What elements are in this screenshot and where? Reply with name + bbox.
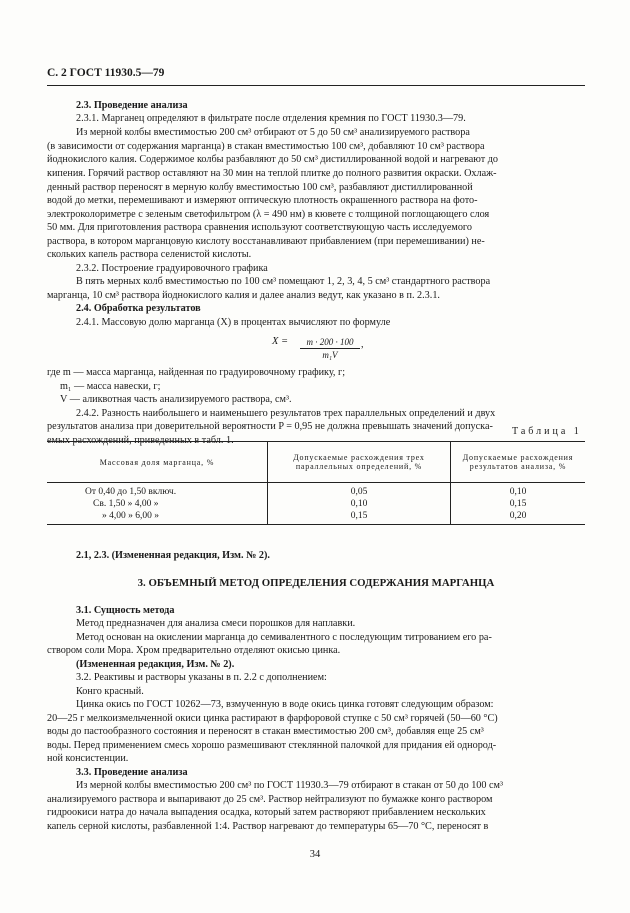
paragraph-line: анализируемого раствора и выпаривают до 25 см³. Раствор нейтрализуют по бумажке конго раствором: [47, 794, 493, 805]
paragraph-line: йоднокислого калия. Содержимое колбы разбавляют до 50 см³ дистиллированной водой и нагревают до: [47, 154, 499, 165]
paragraph-line: 3.2. Реактивы и растворы указаны в п. 2.2 с дополнением:: [76, 672, 327, 683]
paragraph-line: створом соли Мора. Хром предварительно отделяют окисью цинка.: [47, 645, 341, 656]
header-rule: [47, 85, 585, 86]
tolerance-table: [47, 441, 585, 525]
table-cell: 0,20: [451, 510, 586, 525]
section-3-title: 3. ОБЪЕМНЫЙ МЕТОД ОПРЕДЕЛЕНИЯ СОДЕРЖАНИЯ МАРГАНЦА: [137, 577, 495, 589]
section-heading-3-3: 3.3. Проведение анализа: [76, 767, 188, 778]
table-caption: Таблица 1: [512, 426, 582, 437]
formula-denominator: m₁V: [322, 350, 338, 360]
table-row: [47, 483, 585, 499]
table-header-cell: Массовая доля марганца, %: [47, 442, 268, 483]
paragraph-line: гидроокиси натра до начала выпадения осадка, который затем растворяют прибавлением нескольких: [47, 807, 486, 818]
page-number: 34: [309, 849, 321, 860]
section-heading-3-1: 3.1. Сущность метода: [76, 605, 175, 616]
paragraph-line: Цинка окись по ГОСТ 10262—73, взмученную в воде окись цинка готовят следующим образом:: [76, 699, 494, 710]
paragraph-line: Метод основан на окислении марганца до семивалентного с последующим титрованием его ра-: [76, 632, 492, 643]
paragraph-line: раствора, в котором марганцовую кислоту восстанавливают прибавлением (при перемешивании) не-: [47, 236, 485, 247]
paragraph-line: кипения. Горячий раствор оставляют на 30 мин на теплой плитке до полного развития окраски. Охлаж-: [47, 168, 497, 179]
table-cell: 0,05: [268, 483, 451, 499]
paragraph-line: Из мерной колбы вместимостью 200 см³ отбирают от 5 до 50 см³ анализируемого раствора: [76, 127, 470, 138]
formula-lhs: X =: [272, 336, 289, 347]
formula-fraction: [300, 337, 360, 360]
paragraph-line: водой до метки, перемешивают и измеряют оптическую плотность окрашенного раствора на фото-: [47, 195, 478, 206]
paragraph-line: воды. Перед применением смесь хорошо размешивают стеклянной палочкой для придания ей однород-: [47, 740, 497, 751]
paragraph-line: (в зависимости от содержания марганца) в стакан вместимостью 100 см³, добавляют 10 см³ раствора: [47, 141, 485, 152]
page-header: С. 2 ГОСТ 11930.5—79: [47, 67, 165, 79]
paragraph-line: ной консистенции.: [47, 753, 129, 764]
where-line: где m — масса марганца, найденная по градуировочному графику, г;: [47, 367, 346, 378]
paragraph-line: электроколориметре с зеленым светофильтром (λ = 490 нм) в кювете с толщиной поглощающего слоя: [47, 209, 490, 220]
paragraph-line: результатов анализа при доверительной вероятности P = 0,95 не должна превышать значений допуска-: [47, 421, 493, 432]
section-heading-2-4: 2.4. Обработка результатов: [76, 303, 201, 314]
paragraph-line: 50 мм. Для приготовления раствора сравнения используют соответствующую часть исследуемого: [47, 222, 472, 233]
paragraph-line: 2.4.1. Массовую долю марганца (X) в процентах вычисляют по формуле: [76, 317, 391, 328]
table-cell: 0,10: [268, 498, 451, 510]
paragraph-line: скольких капель раствора селенистой кислоты.: [47, 249, 252, 260]
paragraph-line: денный раствор переносят в мерную колбу вместимостью 100 см³, разбавляют дистиллированной: [47, 182, 473, 193]
table-header-cell: Допускаемые расхождения результатов анализа, %: [451, 442, 586, 483]
paragraph-line: 20—25 г мелкоизмельченной окиси цинка растирают в фарфоровой ступке с 50 см³ горячей (50—60 °С): [47, 713, 498, 724]
paragraph-line: Из мерной колбы вместимостью 200 см³ по ГОСТ 11930.3—79 отбирают в стакан от 50 до 100 см³: [76, 780, 504, 791]
section-heading-2-3: 2.3. Проведение анализа: [76, 100, 188, 111]
paragraph-line: 2.3.1. Марганец определяют в фильтрате после отделения кремния по ГОСТ 11930.3—79.: [76, 113, 466, 124]
paragraph-line: воды до пастообразного состояния и переносят в стакан вместимостью 200 см³, добавляя еще 25 см³: [47, 726, 484, 737]
paragraph-line: емых расхождений, приведенных в табл. 1.: [47, 435, 234, 446]
table-cell: 0,15: [451, 498, 586, 510]
subsection-heading-2-3-2: 2.3.2. Построение градуировочного графика: [76, 263, 268, 274]
revision-note: 2.1, 2.3. (Измененная редакция, Изм. № 2).: [76, 550, 270, 561]
paragraph-line: капель серной кислоты, разбавленной 1:4. Раствор нагревают до температуры 65—70 °С, переносят в: [47, 821, 489, 832]
table-row: [47, 510, 585, 525]
formula-tail: ,: [361, 339, 364, 350]
table-cell: 0,15: [268, 510, 451, 525]
table-row: [47, 498, 585, 510]
paragraph-line: Конго красный.: [76, 686, 144, 697]
table-cell: » 4,00 » 6,00 »: [47, 510, 268, 525]
revision-note: (Измененная редакция, Изм. № 2).: [76, 659, 235, 670]
table-cell: Св. 1,50 » 4,00 »: [93, 499, 159, 509]
paragraph-line: В пять мерных колб вместимостью по 100 см³ помещают 1, 2, 3, 4, 5 см³ стандартного раствора: [76, 276, 491, 287]
formula-numerator: m · 200 · 100: [300, 337, 360, 349]
where-line: V — аликвотная часть анализируемого раствора, см³.: [60, 394, 292, 405]
paragraph-line: марганца, 10 см³ раствора йоднокислого калия и далее анализ ведут, как указано в п. 2.3.1.: [47, 290, 440, 301]
table-cell: От 0,40 до 1,50 включ.: [85, 487, 177, 497]
table-header-cell: Допускаемые расхождения трех параллельных определений, %: [268, 442, 451, 483]
paragraph-line: Метод предназначен для анализа смеси порошков для наплавки.: [76, 618, 356, 629]
paragraph-line: 2.4.2. Разность наибольшего и наименьшего результатов трех параллельных определений и двух: [76, 408, 496, 419]
table-cell: 0,10: [451, 483, 586, 499]
where-line: m₁ — масса навески, г;: [60, 381, 161, 392]
